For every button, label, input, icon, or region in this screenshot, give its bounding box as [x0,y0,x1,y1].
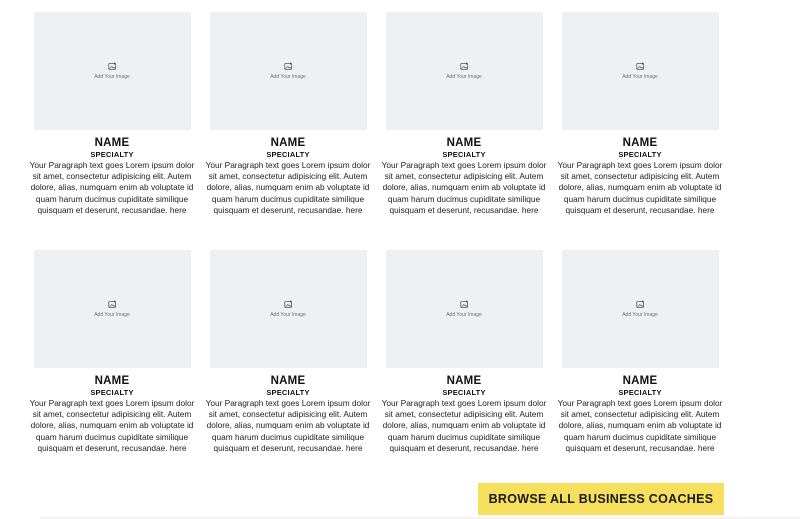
coach-description: Your Paragraph text goes Lorem ipsum dolor sit amet, consectetur adipisicing elit. Autem dolore, alias, numquam enim ab voluptate id quam harum ducimus cupiditate similique quisquam et deserunt, recusandae. here [29,160,195,215]
coach-card [376,250,552,454]
coach-specialty: SPECIALTY [618,388,662,397]
image-placeholder[interactable] [386,12,543,130]
image-placeholder[interactable] [34,12,191,130]
coach-card [24,12,200,216]
image-placeholder[interactable] [34,250,191,368]
coach-name: NAME [622,375,658,387]
coach-name: NAME [94,137,130,149]
coach-card [552,250,728,454]
coach-specialty: SPECIALTY [90,388,134,397]
coach-name: NAME [622,137,658,149]
coach-name: NAME [94,375,130,387]
coach-description: Your Paragraph text goes Lorem ipsum dolor sit amet, consectetur adipisicing elit. Autem dolore, alias, numquam enim ab voluptate id quam harum ducimus cupiditate similique quisquam et deserunt, recusandae. here [29,398,195,453]
image-placeholder-label: Add Your Image [94,312,130,318]
image-placeholder[interactable] [210,12,367,130]
coach-name: NAME [446,137,482,149]
coach-specialty: SPECIALTY [618,150,662,159]
image-placeholder[interactable] [562,250,719,368]
coach-card [200,250,376,454]
image-placeholder-label: Add Your Image [446,312,482,318]
image-add-icon [460,62,469,71]
coach-description: Your Paragraph text goes Lorem ipsum dolor sit amet, consectetur adipisicing elit. Autem dolore, alias, numquam enim ab voluptate id quam harum ducimus cupiditate similique quisquam et deserunt, recusandae. here [557,398,723,453]
image-add-icon [284,62,293,71]
section-divider [40,515,800,519]
image-placeholder-label: Add Your Image [622,74,658,80]
image-add-icon [636,300,645,309]
image-placeholder-label: Add Your Image [446,74,482,80]
image-placeholder-label: Add Your Image [270,312,306,318]
browse-coaches-button[interactable]: BROWSE ALL BUSINESS COACHES [478,483,724,515]
image-placeholder[interactable] [562,12,719,130]
coach-description: Your Paragraph text goes Lorem ipsum dolor sit amet, consectetur adipisicing elit. Autem dolore, alias, numquam enim ab voluptate id quam harum ducimus cupiditate similique quisquam et deserunt, recusandae. here [381,398,547,453]
image-add-icon [108,300,117,309]
coach-description: Your Paragraph text goes Lorem ipsum dolor sit amet, consectetur adipisicing elit. Autem dolore, alias, numquam enim ab voluptate id quam harum ducimus cupiditate similique quisquam et deserunt, recusandae. here [557,160,723,215]
image-add-icon [284,300,293,309]
image-add-icon [460,300,469,309]
coach-card [200,12,376,216]
image-placeholder[interactable] [386,250,543,368]
coach-description: Your Paragraph text goes Lorem ipsum dolor sit amet, consectetur adipisicing elit. Autem dolore, alias, numquam enim ab voluptate id quam harum ducimus cupiditate similique quisquam et deserunt, recusandae. here [381,160,547,215]
coach-description: Your Paragraph text goes Lorem ipsum dolor sit amet, consectetur adipisicing elit. Autem dolore, alias, numquam enim ab voluptate id quam harum ducimus cupiditate similique quisquam et deserunt, recusandae. here [205,160,371,215]
image-add-icon [108,62,117,71]
coach-specialty: SPECIALTY [442,388,486,397]
coach-card [552,12,728,216]
coach-description: Your Paragraph text goes Lorem ipsum dolor sit amet, consectetur adipisicing elit. Autem dolore, alias, numquam enim ab voluptate id quam harum ducimus cupiditate similique quisquam et deserunt, recusandae. here [205,398,371,453]
image-placeholder-label: Add Your Image [622,312,658,318]
image-placeholder-label: Add Your Image [94,74,130,80]
coach-name: NAME [270,137,306,149]
image-placeholder-label: Add Your Image [270,74,306,80]
coach-name: NAME [270,375,306,387]
coach-name: NAME [446,375,482,387]
coach-specialty: SPECIALTY [266,150,310,159]
coach-specialty: SPECIALTY [90,150,134,159]
coach-specialty: SPECIALTY [442,150,486,159]
coach-card [24,250,200,454]
coach-specialty: SPECIALTY [266,388,310,397]
image-placeholder[interactable] [210,250,367,368]
image-add-icon [636,62,645,71]
coach-card [376,12,552,216]
